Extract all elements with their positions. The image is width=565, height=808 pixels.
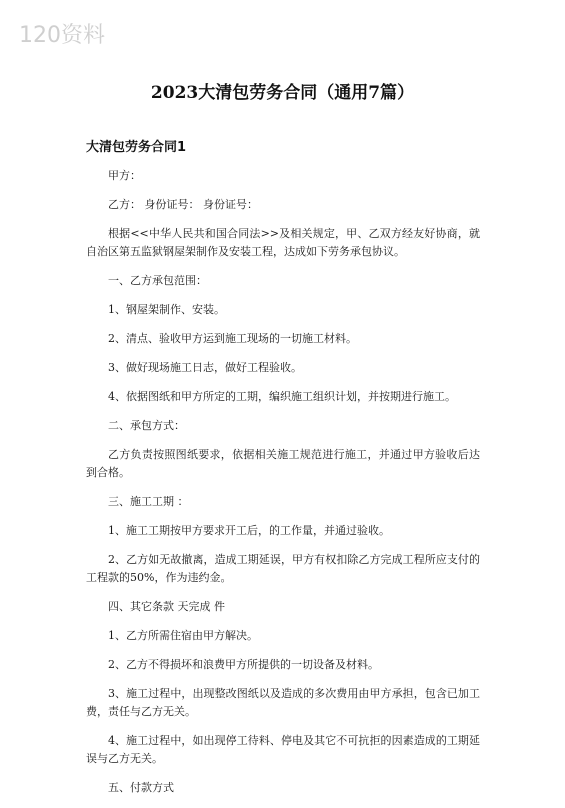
paragraph-scope-4: 4、依据图纸和甲方所定的工期，编织施工组织计划，并按期进行施工。: [108, 390, 456, 403]
section-body: [86, 167, 480, 808]
paragraph-other-4: 4、施工过程中，如出现停工待料、停电及其它不可抗拒的因素造成的工期延误与乙方无关。: [86, 734, 480, 765]
paragraph-party-b: 乙方： 身份证号： 身份证号：: [108, 198, 258, 211]
paragraph-heading-schedule: 三、施工工期 ：: [108, 495, 189, 508]
paragraph-other-3: 3、施工过程中，出现整改图纸以及造成的多次费用由甲方承担，包含已加工费，责任与乙方无关。: [86, 687, 480, 718]
paragraph-schedule-1: 1、施工工期按甲方要求开工后，的工作量，并通过验收。: [108, 524, 390, 537]
paragraph-other-2: 2、乙方不得损坏和浪费甲方所提供的一切设备及材料。: [108, 658, 379, 671]
paragraph-heading-scope: 一、乙方承包范围：: [108, 274, 207, 287]
watermark: 120资料: [19, 23, 105, 48]
paragraph-preamble: 根据<<中华人民共和国合同法>>及相关规定，甲、乙双方经友好协商，就自治区第五监狱钢屋架制作及安装工程，达成如下劳务承包协议。: [86, 227, 480, 258]
paragraph-heading-payment: 五、付款方式: [108, 781, 174, 794]
document-title: 2023大清包劳务合同（通用7篇）: [150, 83, 415, 103]
paragraph-scope-2: 2、清点、验收甲方运到施工现场的一切施工材料。: [108, 332, 357, 345]
paragraph-heading-other: 四、其它条款 天完成 件: [108, 600, 225, 613]
paragraph-heading-method: 二、承包方式：: [108, 419, 185, 432]
paragraph-schedule-2: 2、乙方如无故撤离，造成工期延误，甲方有权扣除乙方完成工程所应支付的工程款的50%，作为违约金。: [86, 553, 480, 584]
paragraph-scope-3: 3、做好现场施工日志，做好工程验收。: [108, 361, 302, 374]
paragraph-other-1: 1、乙方所需住宿由甲方解决。: [108, 629, 258, 642]
paragraph-method: 乙方负责按照图纸要求，依据相关施工规范进行施工，并通过甲方验收后达到合格。: [86, 448, 480, 479]
paragraph-party-a: 甲方：: [108, 169, 141, 182]
paragraph-scope-1: 1、钢屋架制作、安装。: [108, 303, 225, 316]
section-heading: 大清包劳务合同1: [86, 140, 187, 155]
